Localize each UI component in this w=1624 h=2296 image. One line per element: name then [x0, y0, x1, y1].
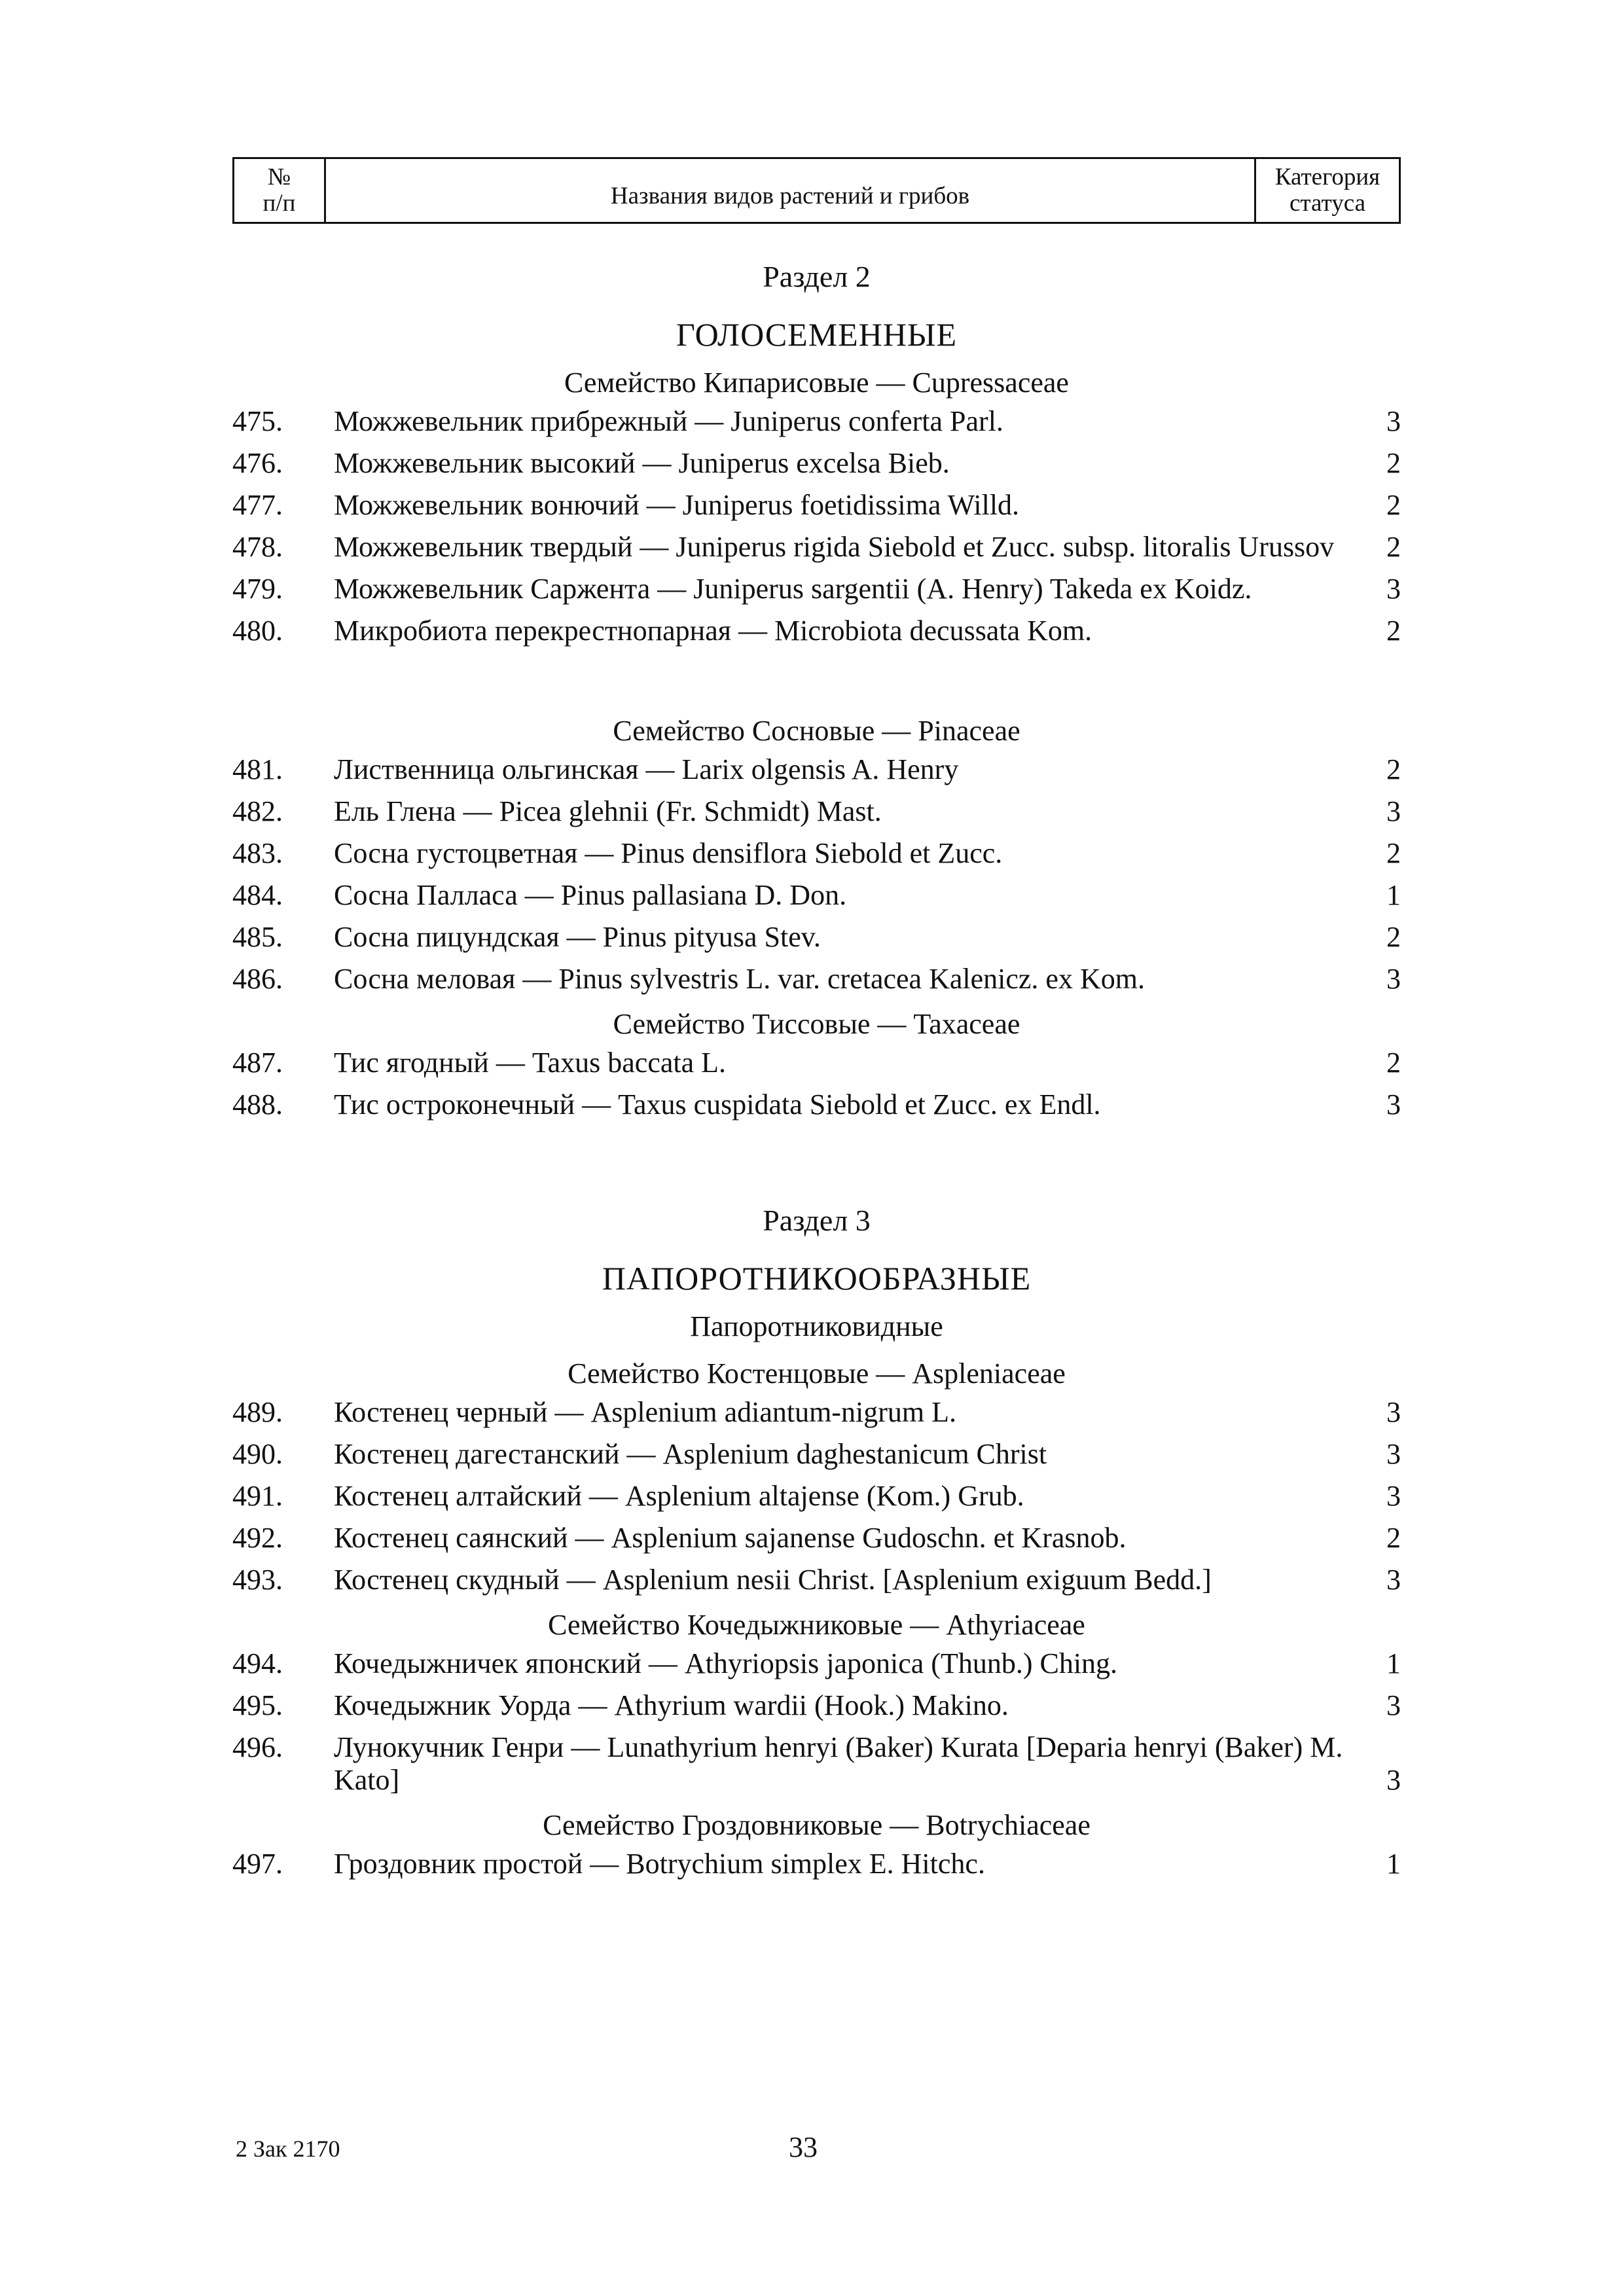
page-number: 33	[789, 2131, 818, 2163]
entry-list	[232, 1647, 1401, 1797]
list-item	[232, 921, 1401, 954]
entry-number: 494.	[232, 1647, 283, 1679]
entry-category: 2	[1386, 531, 1401, 563]
entry-category: 3	[1386, 1088, 1401, 1121]
family-title: Семейство Гроздовниковые — Botrychiaceae	[543, 1809, 1091, 1841]
header-number-line2: п/п	[262, 190, 296, 217]
family-title: Семейство Костенцовые — Aspleniaceae	[568, 1357, 1066, 1390]
entry-name: Костенец скудный — Asplenium nesii Christ. [Asplenium exiguum Bedd.]	[334, 1564, 1212, 1596]
entry-category: 2	[1386, 615, 1401, 647]
entry-number: 488.	[232, 1088, 283, 1121]
entry-category: 3	[1386, 405, 1401, 437]
entry-name: Можжевельник вонючий — Juniperus foetidissima Willd.	[334, 489, 1020, 521]
list-item	[232, 1522, 1401, 1554]
entry-category: 2	[1386, 921, 1401, 953]
family-title: Семейство Тиссовые — Taxaceae	[613, 1008, 1020, 1040]
list-item	[232, 1480, 1401, 1513]
entry-category: 2	[1386, 1047, 1401, 1079]
entry-number: 486.	[232, 963, 283, 995]
entry-number: 479.	[232, 573, 283, 605]
entry-list	[232, 1848, 1401, 1880]
entry-number: 478.	[232, 531, 283, 563]
entry-number: 476.	[232, 447, 283, 479]
entry-number: 480.	[232, 615, 283, 647]
entry-name: Можжевельник твердый — Juniperus rigida Siebold et Zucc. subsp. litoralis Urussov	[334, 531, 1335, 563]
entry-number: 497.	[232, 1848, 283, 1880]
entry-name: Сосна Палласа — Pinus pallasiana D. Don.	[334, 879, 847, 911]
entry-name: Можжевельник прибрежный — Juniperus conferta Parl.	[334, 405, 1003, 437]
header-category-line2: статуса	[1290, 190, 1365, 217]
family-title: Семейство Кочедыжниковые — Athyriaceae	[548, 1609, 1085, 1641]
list-item	[232, 795, 1401, 828]
entry-name: Гроздовник простой — Botrychium simplex E. Hitchc.	[334, 1848, 985, 1880]
entry-name: Можжевельник высокий — Juniperus excelsa Bieb.	[334, 447, 950, 479]
entry-category: 2	[1386, 489, 1401, 521]
entry-category: 2	[1386, 1522, 1401, 1554]
entry-category: 2	[1386, 837, 1401, 869]
entry-category: 2	[1386, 447, 1401, 479]
entry-number: 493.	[232, 1564, 283, 1596]
header-category-line1: Категория	[1274, 164, 1380, 190]
entry-name: Кочедыжник Уорда — Athyrium wardii (Hook.) Makino.	[334, 1689, 1009, 1721]
entry-number: 484.	[232, 879, 283, 911]
entry-list	[232, 1047, 1401, 1121]
entry-name: Костенец дагестанский — Asplenium daghestanicum Christ	[334, 1438, 1047, 1470]
entry-number: 477.	[232, 489, 283, 521]
entry-number: 490.	[232, 1438, 283, 1470]
entry-category: 3	[1386, 795, 1401, 827]
list-item	[232, 963, 1401, 996]
entry-name: Лиственница ольгинская — Larix olgensis A. Henry	[334, 753, 959, 785]
section-label: Раздел 3	[763, 1204, 871, 1237]
list-item	[232, 573, 1401, 605]
entry-category: 2	[1386, 753, 1401, 785]
entry-number: 485.	[232, 921, 283, 953]
entry-category: 3	[1386, 1396, 1401, 1428]
list-item	[232, 615, 1401, 647]
entry-name: Костенец саянский — Asplenium sajanense Gudoschn. et Krasnob.	[334, 1522, 1127, 1554]
entry-list	[232, 753, 1401, 996]
entry-name: Сосна густоцветная — Pinus densiflora Siebold et Zucc.	[334, 837, 1003, 869]
subclass-title: Папоротниковидные	[690, 1310, 943, 1342]
entry-list	[232, 1396, 1401, 1596]
entry-category: 3	[1386, 1564, 1401, 1596]
section-name: ГОЛОСЕМЕННЫЕ	[676, 316, 958, 353]
entry-number: 496.	[232, 1731, 283, 1763]
list-item	[232, 405, 1401, 438]
list-item	[232, 447, 1401, 480]
section-2	[232, 259, 1401, 1121]
entry-category: 3	[1386, 963, 1401, 995]
list-item	[232, 1088, 1401, 1121]
family-title: Семейство Сосновые — Pinaceae	[613, 715, 1020, 747]
entry-list	[232, 405, 1401, 647]
list-item	[232, 879, 1401, 912]
entry-name: Тис ягодный — Taxus baccata L.	[334, 1047, 727, 1079]
table-header	[232, 157, 1401, 224]
document-body	[232, 259, 1401, 1890]
entry-name: Микробиота перекрестнопарная — Microbiota decussata Kom.	[334, 615, 1092, 647]
entry-name: Лунокучник Генри — Lunathyrium henryi (Baker) Kurata [Deparia henryi (Baker) M. Kato]	[334, 1731, 1343, 1796]
entry-number: 487.	[232, 1047, 283, 1079]
entry-category: 3	[1386, 1689, 1401, 1721]
entry-number: 481.	[232, 753, 283, 785]
entry-name: Кочедыжничек японский — Athyriopsis japonica (Thunb.) Ching.	[334, 1647, 1118, 1679]
family-title: Семейство Кипарисовые — Cupressaceae	[564, 367, 1069, 399]
entry-category: 3	[1386, 1764, 1401, 1796]
entry-number: 492.	[232, 1522, 283, 1554]
list-item	[232, 1564, 1401, 1596]
entry-category: 3	[1386, 1480, 1401, 1512]
list-item	[232, 1848, 1401, 1880]
entry-name: Тис остроконечный — Taxus cuspidata Siebold et Zucc. ex Endl.	[334, 1088, 1101, 1121]
entry-name: Можжевельник Саржента — Juniperus sargentii (A. Henry) Takeda ex Koidz.	[334, 573, 1252, 605]
entry-number: 483.	[232, 837, 283, 869]
entry-category: 3	[1386, 1438, 1401, 1470]
entry-number: 491.	[232, 1480, 283, 1512]
order-code: 2 Зак 2170	[236, 2136, 340, 2162]
entry-name: Костенец черный — Asplenium adiantum-nigrum L.	[334, 1396, 956, 1428]
entry-category: 1	[1386, 879, 1401, 911]
header-name-column: Названия видов растений и грибов	[326, 159, 1256, 222]
entry-category: 1	[1386, 1647, 1401, 1679]
list-item	[232, 1047, 1401, 1079]
list-item	[232, 1731, 1401, 1797]
entry-name: Ель Глена — Picea glehnii (Fr. Schmidt) Mast.	[334, 795, 882, 827]
header-number-line1: №	[267, 164, 291, 190]
section-name: ПАПОРОТНИКООБРАЗНЫЕ	[602, 1260, 1032, 1297]
header-number-column	[234, 159, 326, 222]
entry-number: 475.	[232, 405, 283, 437]
section-3	[232, 1202, 1401, 1880]
list-item	[232, 489, 1401, 522]
entry-name: Сосна меловая — Pinus sylvestris L. var. cretacea Kalenicz. ex Kom.	[334, 963, 1145, 995]
list-item	[232, 1689, 1401, 1722]
entry-name: Сосна пицундская — Pinus pityusa Stev.	[334, 921, 821, 953]
entry-name: Костенец алтайский — Asplenium altajense (Kom.) Grub.	[334, 1480, 1024, 1512]
entry-category: 3	[1386, 573, 1401, 605]
entry-number: 489.	[232, 1396, 283, 1428]
entry-number: 495.	[232, 1689, 283, 1721]
list-item	[232, 1647, 1401, 1680]
list-item	[232, 1396, 1401, 1429]
list-item	[232, 753, 1401, 786]
list-item	[232, 837, 1401, 870]
list-item	[232, 531, 1401, 564]
entry-number: 482.	[232, 795, 283, 827]
section-label: Раздел 2	[763, 260, 871, 293]
entry-category: 1	[1386, 1848, 1401, 1880]
list-item	[232, 1438, 1401, 1471]
header-category-column	[1256, 159, 1399, 222]
